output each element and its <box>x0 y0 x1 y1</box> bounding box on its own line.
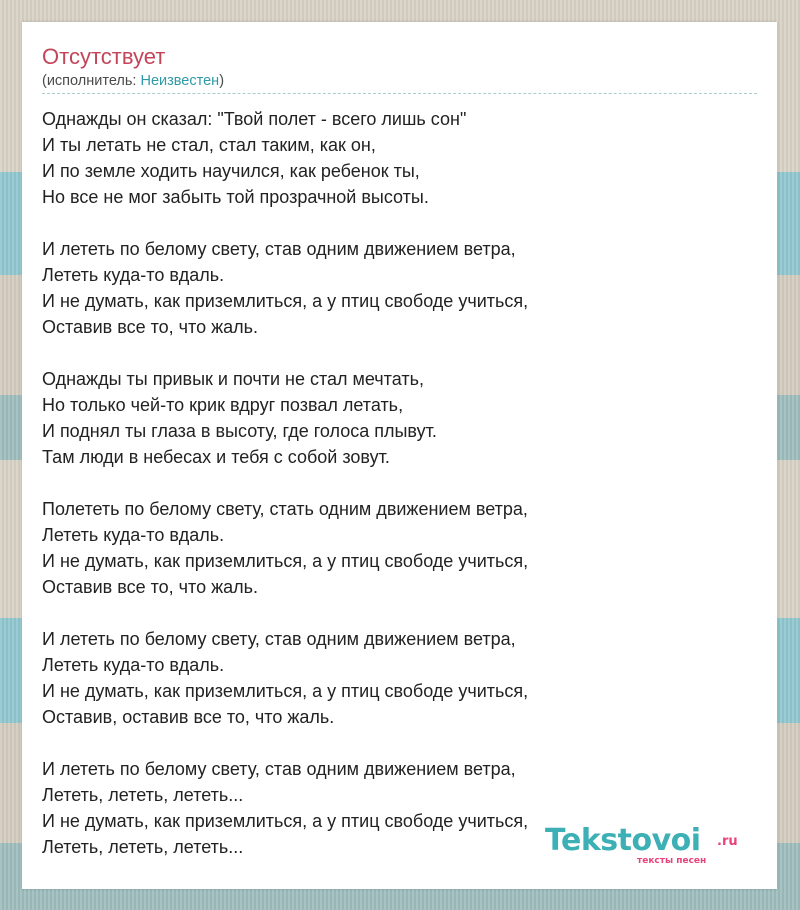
lyric-line: И не думать, как приземлиться, а у птиц свободе учиться, <box>42 811 529 831</box>
lyrics-text <box>42 106 742 886</box>
lyric-line: И лететь по белому свету, став одним движением ветра, <box>42 759 516 779</box>
lyric-line: Лететь куда-то вдаль. <box>42 655 225 675</box>
site-logo[interactable] <box>545 823 747 867</box>
lyric-line: И лететь по белому свету, став одним движением ветра, <box>42 629 516 649</box>
lyric-line: Лететь куда-то вдаль. <box>42 265 225 285</box>
lyric-line: Однажды он сказал: "Твой полет - всего лишь сон" <box>42 109 467 129</box>
lyric-line: И лететь по белому свету, став одним движением ветра, <box>42 239 516 259</box>
lyric-line: Однажды ты привык и почти не стал мечтать, <box>42 369 424 389</box>
logo-name: Tekstovoi <box>545 823 701 858</box>
artist-prefix: (исполнитель: <box>42 73 141 89</box>
stanza <box>42 106 742 210</box>
artist-suffix: ) <box>219 73 225 89</box>
lyric-line: И не думать, как приземлиться, а у птиц свободе учиться, <box>42 681 529 701</box>
lyric-line: И поднял ты глаза в высоту, где голоса плывут. <box>42 421 437 441</box>
lyrics-card <box>22 22 777 889</box>
title-divider <box>42 93 757 94</box>
artist-link[interactable]: Неизвестен <box>140 73 220 89</box>
lyric-line: Но все не мог забыть той прозрачной высоты. <box>42 187 429 207</box>
artist-line <box>42 73 224 89</box>
logo-tagline: тексты песен <box>637 856 707 866</box>
lyric-line: Лететь куда-то вдаль. <box>42 525 225 545</box>
lyric-line: Оставив, оставив все то, что жаль. <box>42 707 335 727</box>
lyric-line: И ты летать не стал, стал таким, как он, <box>42 135 376 155</box>
lyric-line: И не думать, как приземлиться, а у птиц свободе учиться, <box>42 551 529 571</box>
lyric-line: Там люди в небесах и тебя с собой зовут. <box>42 447 390 467</box>
stanza <box>42 496 742 600</box>
stanza <box>42 366 742 470</box>
lyric-line: Оставив все то, что жаль. <box>42 317 259 337</box>
lyric-line: И по земле ходить научился, как ребенок ты, <box>42 161 420 181</box>
stanza <box>42 626 742 730</box>
stanza <box>42 236 742 340</box>
song-title: Отсутствует <box>42 44 166 69</box>
lyric-line: Полететь по белому свету, стать одним движением ветра, <box>42 499 528 519</box>
lyric-line: Но только чей-то крик вдруг позвал летать, <box>42 395 404 415</box>
lyric-line: И не думать, как приземлиться, а у птиц свободе учиться, <box>42 291 529 311</box>
logo-tld: .ru <box>717 834 738 849</box>
lyric-line: Лететь, лететь, лететь... <box>42 785 244 805</box>
lyric-line: Лететь, лететь, лететь... <box>42 837 244 857</box>
lyric-line: Оставив все то, что жаль. <box>42 577 259 597</box>
